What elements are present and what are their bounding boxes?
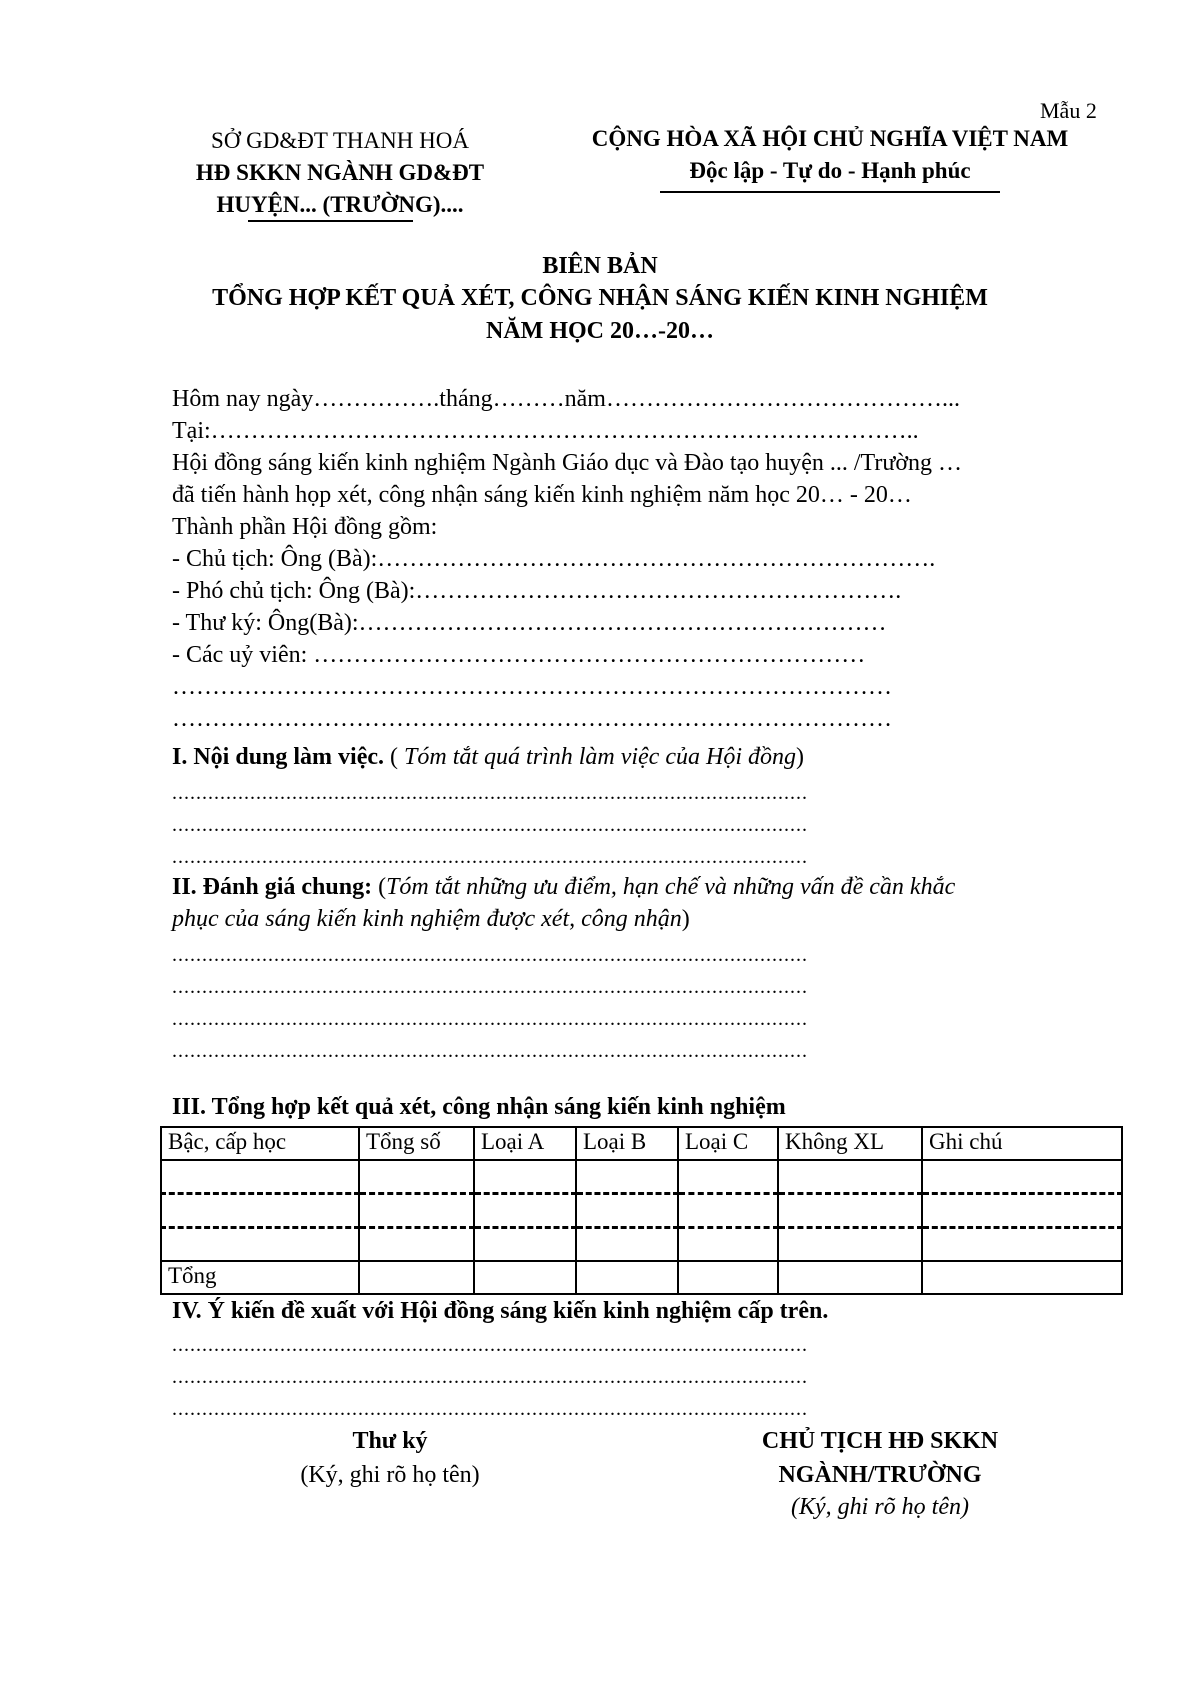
table-cell bbox=[359, 1261, 474, 1294]
table-cell bbox=[576, 1160, 678, 1194]
table-header-row bbox=[161, 1127, 1122, 1160]
table-total-row bbox=[161, 1261, 1122, 1294]
section3-heading: III. Tổng hợp kết quả xét, công nhận sáng kiến kinh nghiệm bbox=[172, 1094, 786, 1120]
council-line2: đã tiến hành họp xét, công nhận sáng kiến kinh nghiệm năm học 20… - 20… bbox=[172, 482, 912, 508]
section2-dots-2: .......................................................................................................... bbox=[172, 976, 808, 998]
table-row bbox=[161, 1194, 1122, 1228]
col-header-level: Bậc, cấp học bbox=[161, 1127, 359, 1160]
title-line1: BIÊN BẢN bbox=[542, 253, 658, 279]
table-cell bbox=[161, 1194, 359, 1228]
section2-dots-3: .......................................................................................................... bbox=[172, 1008, 808, 1030]
table-cell bbox=[359, 1160, 474, 1194]
chair-line: - Chủ tịch: Ông (Bà):……………………………………………………………. bbox=[172, 546, 936, 572]
table-cell bbox=[678, 1228, 778, 1262]
section4-dots-3: .......................................................................................................... bbox=[172, 1398, 808, 1420]
table-cell bbox=[922, 1194, 1122, 1228]
table-cell bbox=[922, 1160, 1122, 1194]
table-cell bbox=[474, 1194, 576, 1228]
meeting-place: Tại:…………………………………………………………………………….. bbox=[172, 418, 919, 444]
secretary-line: - Thư ký: Ông(Bà):………………………………………………………… bbox=[172, 610, 887, 636]
table-cell bbox=[922, 1261, 1122, 1294]
chair-signature-note: (Ký, ghi rõ họ tên) bbox=[791, 1494, 969, 1520]
table-cell bbox=[161, 1160, 359, 1194]
council-line1: Hội đồng sáng kiến kinh nghiệm Ngành Giáo dục và Đào tạo huyện ... /Trường … bbox=[172, 450, 963, 476]
title-line2: TỔNG HỢP KẾT QUẢ XÉT, CÔNG NHẬN SÁNG KIẾN KINH NGHIỆM bbox=[212, 285, 988, 311]
secretary-signature-title: Thư ký bbox=[352, 1428, 428, 1454]
section1-dots-2: .......................................................................................................... bbox=[172, 814, 808, 836]
table-cell bbox=[359, 1228, 474, 1262]
members-line: - Các uỷ viên: …………………………………………………………… bbox=[172, 642, 866, 668]
header-left-line2: HĐ SKKN NGÀNH GD&ĐT bbox=[195, 160, 485, 185]
table-cell bbox=[576, 1261, 678, 1294]
table-cell bbox=[678, 1261, 778, 1294]
table-cell bbox=[161, 1228, 359, 1262]
blank-line-1: ……………………………………………………………………………… bbox=[172, 674, 892, 700]
meeting-date: Hôm nay ngày…………….tháng………năm……………………………………... bbox=[172, 386, 960, 412]
table-cell bbox=[778, 1228, 922, 1262]
section1-heading: I. Nội dung làm việc. bbox=[172, 744, 385, 770]
table-cell bbox=[576, 1228, 678, 1262]
table-row bbox=[161, 1160, 1122, 1194]
section2-close: ) bbox=[681, 906, 690, 932]
vice-chair-line: - Phó chủ tịch: Ông (Bà):……………………………………………………. bbox=[172, 578, 902, 604]
section2-open: ( bbox=[372, 874, 387, 900]
section2-note-2: phục của sáng kiến kinh nghiệm được xét, công nhận bbox=[172, 906, 682, 932]
section2-dots-1: .......................................................................................................... bbox=[172, 944, 808, 966]
col-header-not-ranked: Không XL bbox=[778, 1127, 922, 1160]
section4-dots-2: .......................................................................................................... bbox=[172, 1366, 808, 1388]
col-header-type-b: Loại B bbox=[576, 1127, 678, 1160]
header-left-line3: HUYỆN... (TRƯỜNG).... bbox=[216, 192, 464, 217]
table-cell bbox=[359, 1194, 474, 1228]
table-cell bbox=[474, 1160, 576, 1194]
section1-dots-3: .......................................................................................................... bbox=[172, 846, 808, 868]
table-cell bbox=[576, 1194, 678, 1228]
section1-heading-row bbox=[172, 744, 804, 771]
section4-heading: IV. Ý kiến đề xuất với Hội đồng sáng kiến kinh nghiệm cấp trên. bbox=[172, 1298, 829, 1324]
table-cell bbox=[778, 1261, 922, 1294]
col-header-notes: Ghi chú bbox=[922, 1127, 1122, 1160]
table-cell bbox=[474, 1228, 576, 1262]
section1-close: ) bbox=[795, 744, 804, 770]
col-header-type-c: Loại C bbox=[678, 1127, 778, 1160]
table-cell bbox=[678, 1194, 778, 1228]
col-header-type-a: Loại A bbox=[474, 1127, 576, 1160]
col-header-total: Tổng số bbox=[359, 1127, 474, 1160]
section1-open: ( bbox=[384, 744, 405, 770]
section2-heading-row bbox=[172, 874, 955, 901]
table-row bbox=[161, 1228, 1122, 1262]
section1-note: Tóm tắt quá trình làm việc của Hội đồng bbox=[404, 744, 796, 770]
table-cell bbox=[778, 1194, 922, 1228]
section2-dots-4: .......................................................................................................... bbox=[172, 1040, 808, 1062]
total-label: Tổng bbox=[161, 1261, 359, 1294]
result-table bbox=[160, 1126, 1123, 1295]
header-right-line2: Độc lập - Tự do - Hạnh phúc bbox=[689, 158, 971, 183]
chair-signature-title-2: NGÀNH/TRƯỜNG bbox=[778, 1462, 982, 1488]
table-cell bbox=[678, 1160, 778, 1194]
section4-dots-1: .......................................................................................................... bbox=[172, 1334, 808, 1356]
chair-signature-title-1: CHỦ TỊCH HĐ SKKN bbox=[761, 1428, 999, 1454]
header-right-underline bbox=[660, 191, 1000, 193]
table-cell bbox=[922, 1228, 1122, 1262]
form-code: Mẫu 2 bbox=[1040, 98, 1097, 123]
members-heading: Thành phần Hội đồng gồm: bbox=[172, 514, 438, 540]
section2-note-1: Tóm tắt những ưu điểm, hạn chế và những vấn đề cần khắc bbox=[386, 874, 956, 900]
table-cell bbox=[778, 1160, 922, 1194]
section2-heading: II. Đánh giá chung: bbox=[172, 874, 373, 900]
header-right-line1: CỘNG HÒA XÃ HỘI CHỦ NGHĨA VIỆT NAM bbox=[591, 126, 1069, 151]
header-left-underline bbox=[248, 220, 413, 222]
blank-line-2: ……………………………………………………………………………… bbox=[172, 706, 892, 732]
title-line3: NĂM HỌC 20…-20… bbox=[486, 318, 714, 344]
secretary-signature-note: (Ký, ghi rõ họ tên) bbox=[300, 1462, 480, 1488]
section2-note-row bbox=[172, 906, 690, 933]
header-left-line1: SỞ GD&ĐT THANH HOÁ bbox=[211, 128, 469, 153]
table-cell bbox=[474, 1261, 576, 1294]
section1-dots-1: .......................................................................................................... bbox=[172, 782, 808, 804]
